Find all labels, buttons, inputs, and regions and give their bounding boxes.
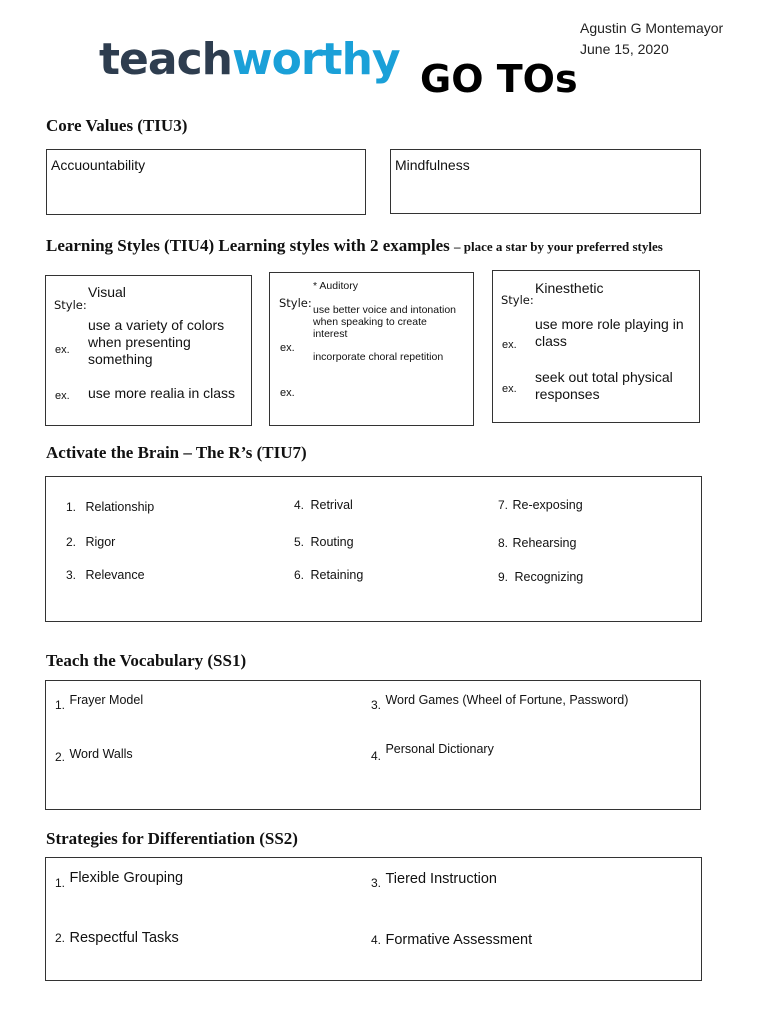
item-number: 4. — [294, 498, 305, 512]
list-item — [371, 693, 629, 714]
list-item — [498, 568, 583, 586]
item-number: 1. — [55, 876, 66, 890]
learning-style-box-kinesthetic — [492, 270, 700, 423]
item-label: Word Games (Wheel of Fortune, Password) — [385, 693, 629, 707]
item-label: Routing — [310, 535, 354, 549]
item-label: Rigor — [85, 535, 116, 549]
ex-label: ex. — [502, 339, 517, 351]
item-number: 3. — [371, 698, 382, 712]
logo-text-worthy: worthy — [231, 34, 400, 85]
activate-brain-box — [45, 476, 702, 622]
ex-label: ex. — [55, 390, 70, 402]
item-label: Formative Assessment — [385, 932, 533, 948]
list-item — [371, 931, 532, 949]
item-number: 4. — [371, 933, 382, 947]
item-number: 2. — [66, 535, 77, 549]
item-number: 4. — [371, 749, 382, 763]
list-item — [55, 870, 184, 892]
example-1: use a variety of colors when presenting something — [88, 317, 225, 367]
author-block — [580, 18, 723, 60]
list-item — [55, 748, 133, 766]
learning-style-box-auditory — [269, 272, 474, 426]
item-label: Recognizing — [514, 570, 584, 584]
differentiation-heading: Strategies for Differentiation (SS2) — [46, 829, 298, 848]
list-item — [294, 533, 354, 551]
item-label: Relationship — [85, 500, 155, 514]
item-number: 6. — [294, 568, 305, 582]
example-2: use more realia in class — [88, 385, 236, 401]
example-2: seek out total physical responses — [535, 369, 673, 402]
item-label: Retrival — [310, 498, 353, 512]
author-name: Agustin G Montemayor — [580, 20, 724, 36]
teachworthy-logo — [99, 34, 400, 85]
item-number: 1. — [55, 698, 66, 712]
learning-style-box-visual — [45, 275, 252, 426]
item-label: Word Walls — [69, 747, 133, 761]
item-number: 2. — [55, 750, 66, 764]
core-value-2: Mindfulness — [395, 157, 470, 173]
item-number: 9. — [498, 570, 509, 584]
item-label: Tiered Instruction — [385, 871, 497, 887]
style-name: * Auditory — [313, 280, 358, 292]
core-values-heading: Core Values (TIU3) — [46, 116, 188, 135]
item-number: 5. — [294, 535, 305, 549]
list-item — [66, 533, 115, 551]
ex-label: ex. — [502, 383, 517, 395]
item-number: 8. — [498, 536, 509, 550]
style-name: Visual — [88, 284, 126, 300]
list-item — [66, 566, 145, 584]
learning-styles-title: Learning Styles (TIU4) Learning styles with 2 examples — [46, 236, 450, 255]
item-label: Flexible Grouping — [69, 870, 184, 886]
example-1: use better voice and intonation when speaking to create interest — [313, 304, 457, 340]
differentiation-box — [45, 857, 702, 981]
vocabulary-heading: Teach the Vocabulary (SS1) — [46, 651, 247, 670]
ex-label: ex. — [280, 342, 295, 354]
logo-text-teach: teach — [99, 34, 232, 85]
list-item — [371, 742, 494, 765]
item-label: Retaining — [310, 568, 364, 582]
style-label: Style: — [279, 296, 312, 310]
author-date: June 15, 2020 — [580, 41, 669, 57]
ex-label: ex. — [55, 344, 70, 356]
list-item — [371, 871, 497, 892]
example-1: use more role playing in class — [535, 316, 684, 349]
style-label: Style: — [54, 298, 87, 312]
style-name: Kinesthetic — [535, 280, 604, 296]
core-value-box-2 — [390, 149, 701, 214]
item-label: Rehearsing — [512, 536, 577, 550]
item-number: 3. — [371, 876, 382, 890]
list-item — [55, 929, 179, 947]
ex-label: ex. — [280, 387, 295, 399]
core-value-1: Accuountability — [51, 157, 146, 173]
core-value-box-1 — [46, 149, 366, 215]
list-item — [498, 496, 583, 514]
style-label: Style: — [501, 293, 534, 307]
item-label: Frayer Model — [69, 693, 144, 707]
item-number: 7. — [498, 498, 509, 512]
list-item — [55, 693, 144, 714]
item-label: Personal Dictionary — [385, 742, 494, 756]
item-number: 1. — [66, 500, 77, 514]
list-item — [294, 496, 353, 514]
learning-styles-instruction: – place a star by your preferred styles — [454, 239, 663, 254]
activate-brain-heading: Activate the Brain – The R’s (TIU7) — [46, 443, 307, 462]
vocabulary-box — [45, 680, 701, 810]
item-number: 3. — [66, 568, 77, 582]
item-label: Respectful Tasks — [69, 930, 179, 946]
example-2: incorporate choral repetition — [313, 351, 444, 363]
list-item — [498, 534, 576, 552]
item-label: Re-exposing — [512, 498, 583, 512]
item-label: Relevance — [85, 568, 145, 582]
item-number: 2. — [55, 931, 66, 945]
list-item — [66, 498, 154, 516]
learning-styles-heading — [46, 236, 663, 256]
list-item — [294, 566, 363, 584]
page-title: GO TOs — [420, 57, 578, 101]
